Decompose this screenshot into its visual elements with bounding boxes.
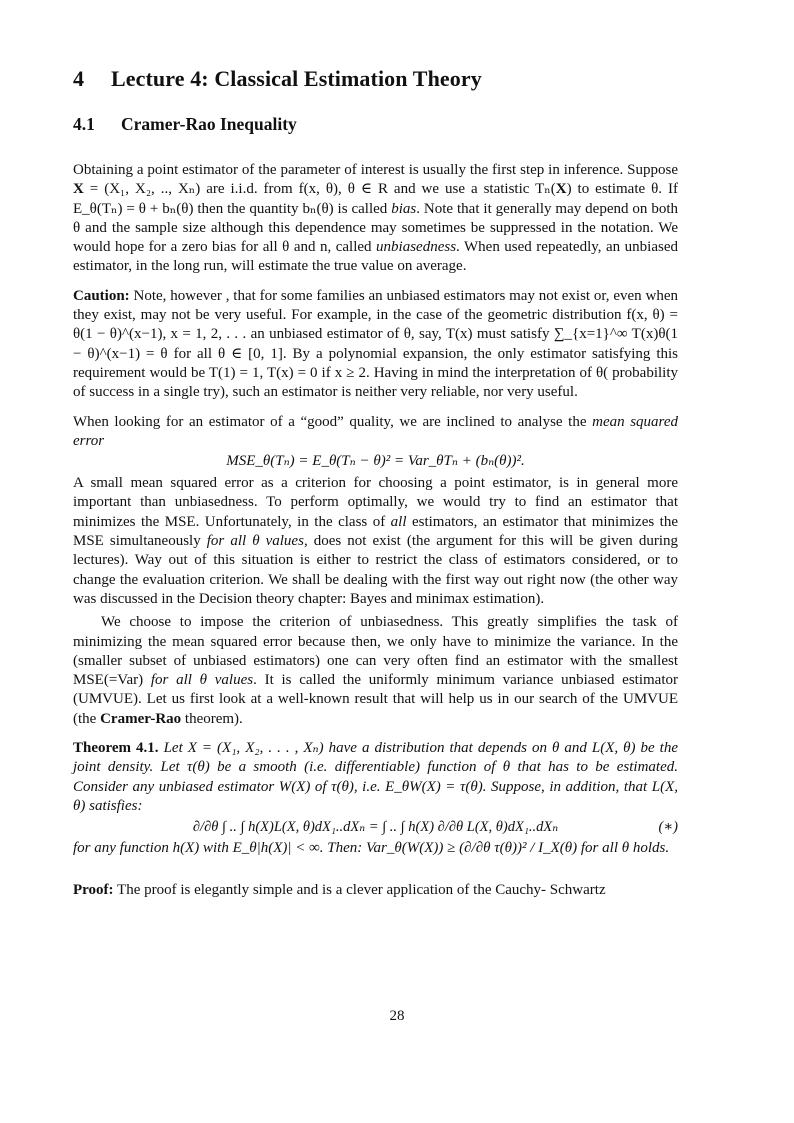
p1-em-unbiasedness: unbiasedness — [376, 239, 457, 256]
p1-em-bias: bias — [391, 200, 417, 217]
paragraph-caution — [73, 287, 678, 403]
page-body — [73, 66, 678, 910]
section-heading — [73, 114, 678, 135]
p5-text-b: . It is called the uniformly minimum variance unbiased estimator (UMVUE). Let us first look at a well-known result that will help us in our search of the UMVUE (the — [73, 672, 679, 727]
p4-text-b: estimators, an estimator that minimizes the MSE simultaneously — [73, 513, 678, 550]
theorem-statement — [73, 739, 678, 816]
chapter-heading — [73, 66, 678, 92]
p1-text-e: . When used repeatedly, an unbiased estimator, in the long run, will estimate the true value on average. — [73, 239, 678, 275]
p1-text-a: Obtaining a point estimator of the parameter of interest is usually the first step in inference. Suppose — [73, 162, 678, 178]
proof-label: Proof: — [73, 881, 114, 898]
chapter-title: Lecture 4: Classical Estimation Theory — [111, 66, 482, 91]
theorem-text: Let X = (X₁, X₂, . . . , Xₙ) have a distribution that depends on θ and L(X, θ) be the joint density. Let τ(θ) be a smooth (i.e. differentiable) function of θ that has to be estimated. Consider any unbiased estimator W(X) of τ(θ), i.e. E_θW(X) = τ(θ). Suppose, in addition, that L(X, θ) satisfies: — [73, 740, 679, 814]
p3-text: When looking for an estimator of a “good” quality, we are inclined to analyse the — [73, 413, 593, 430]
p5-text-c: theorem). — [181, 710, 243, 727]
p4-em-for-all: for all θ values — [206, 533, 304, 550]
p4-text-a: A small mean squared error as a criterion for choosing a point estimator, is in general more important than unbiasedness. To perform optimally, we would try to find an estimator that minimizes the MSE. Unfortunately, in the class of — [73, 475, 678, 530]
theorem-label: Theorem 4.1. — [73, 740, 159, 757]
p1-bold-x-2: X — [555, 181, 567, 198]
theorem-conclusion: for any function h(X) with E_θ|h(X)| < ∞. Then: Var_θ(W(X)) ≥ (∂/∂θ τ(θ))² / I_X(θ) for all θ holds. — [73, 840, 670, 857]
p3-em-mse: mean squared error — [73, 413, 678, 449]
caution-text: Note, however , that for some families an unbiased estimators may not exist or, even when they exist, may not be very useful. For example, in the case of the geometric distribution f(x, θ) = θ(1 − θ)^(x−1), x = 1, 2, . . . an unbiased estimator of θ, say, T(x) must satisfy ∑_{x=1}^∞ T(x)θ(1 − θ)^(x−1) = θ for all θ ∈ [0, 1]. By a polynomial expansion, the only estimator satisfying this requirement would be T(1) = 1, T(x) = 0 if x ≥ 2. Having in mind the interpretation of θ( probability of success in a single try), such an estimator is neither very reliable, nor very useful. — [73, 287, 678, 401]
proof-text: The proof is elegantly simple and is a clever application of the Cauchy- Schwartz — [113, 881, 606, 898]
paragraph-intro — [73, 161, 678, 277]
equation-star-tag: (∗) — [658, 819, 678, 836]
p1-text-d: . Note that it generally may depend on both θ and the sample size although this dependence may sometimes be suppressed in the notation. We would hope for a zero bias for all θ and n, called — [73, 200, 678, 256]
p1-text-b: = (X₁, X₂, .., Xₙ) are i.i.d. from f(x, θ), θ ∈ R and we use a statistic Tₙ( — [83, 181, 556, 198]
equation-mse: MSE_θ(Tₙ) = E_θ(Tₙ − θ)² = Var_θTₙ + (bₙ(θ))². — [226, 453, 525, 470]
page-number: 28 — [389, 1008, 405, 1024]
chapter-number: 4 — [73, 66, 85, 91]
equation-star — [73, 818, 678, 837]
section-title: Cramer-Rao Inequality — [121, 114, 297, 134]
caution-label: Caution: — [73, 287, 130, 304]
paragraph-mse-criterion — [73, 474, 678, 609]
equation-star-body: ∂/∂θ ∫ .. ∫ h(X)L(X, θ)dX₁..dXₙ = ∫ .. ∫ h(X) ∂/∂θ L(X, θ)dX₁..dXₙ — [192, 819, 559, 836]
section-number: 4.1 — [73, 114, 95, 134]
p5-bold-cramer-rao: Cramer-Rao — [100, 710, 182, 727]
p4-text-c: , does not exist (the argument for this will be given during lectures). Way out of this situation is either to restrict the class of estimators considered, or to change the evaluation criterion. We shall be dealing with the first way out right now (the other way was discussed in the Decision theory chapter: Bayes and minimax estimation). — [73, 533, 679, 607]
paragraph-proof — [73, 881, 678, 900]
p1-text-c: ) to estimate θ. If E_θ(Tₙ) = θ + bₙ(θ) then the quantity bₙ(θ) is called — [73, 181, 678, 217]
p5-em-for-all: for all θ values — [150, 672, 254, 689]
p4-em-all: all — [390, 513, 407, 530]
p5-text-a: We choose to impose the criterion of unbiasedness. This greatly simplifies the task of minimizing the mean squared error because then, we only have to minimize the variance. In the (smaller subset of unbiased estimators) one can very often find an estimator with the smallest MSE(=Var) — [73, 614, 678, 689]
paragraph-unbiasedness — [73, 613, 678, 729]
p1-bold-x: X — [73, 181, 84, 198]
paragraph-mse-intro — [73, 413, 678, 452]
